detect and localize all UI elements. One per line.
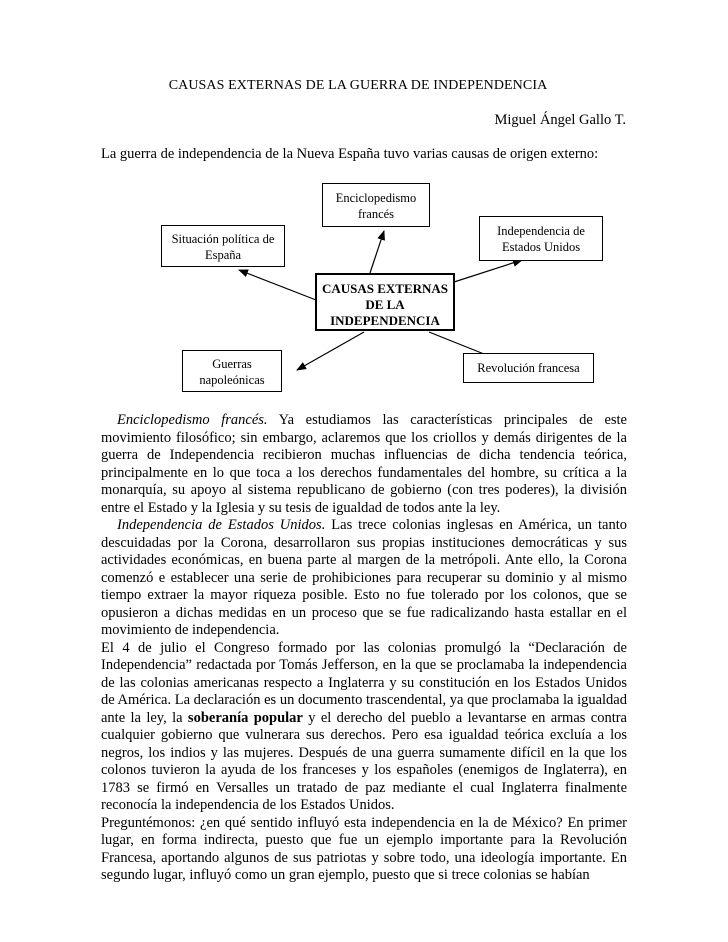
paragraph-text: Preguntémonos: ¿en qué sentido influyó esta independencia en la de México? En primer lugar, en forma indirecta, puesto que fue un ejemplo importante para la Revolución Francesa, aportando algunos de sus patriotas y sobre todo, una ideología importante. En segundo lugar, influyó como un gran ejemplo, puesto que si trece colonias se habían: [101, 814, 627, 883]
paragraph-text: y el derecho del pueblo a levantarse en armas contra cualquier gobierno que vulnerara sus derechos. Pero esa igualdad teórica excluía a los negros, los indios y las mujeres. Después de una guerra sumamente difícil en la que los colonos tuvieron la ayuda de los franceses y los españoles (enemigos de Inglaterra), en 1783 se firmó en Versalles un tratado de paz mediante el cual Inglaterra finalmente reconocía la independencia de los Estados Unidos.: [101, 709, 627, 813]
arrow-to-guerras: [297, 332, 364, 370]
paragraph-lead: Independencia de Estados Unidos.: [117, 517, 326, 533]
paragraph-text: Ya estudiamos las características principales de este movimiento filosófico; sin embargo, aclaremos que los criollos y demás dirigentes de la guerra de Independencia recibieron muchas influencias de dicha tendencia teórica, principalmente en lo que toca a los derechos fundamentales del hombre, su crítica a la monarquía, su apoyo al sistema republicano de gobierno (con tres poderes), la división entre el Estado y la Iglesia y su tesis de igualdad de todos ante la ley.: [101, 412, 627, 516]
paragraph-preguntemonos: [101, 815, 627, 885]
box-situacion-politica: Situación política de España: [161, 225, 285, 267]
box-enciclopedismo: Enciclopedismo francés: [322, 183, 430, 227]
arrow-to-situacion: [239, 270, 316, 300]
arrow-to-independencia-eu: [454, 260, 522, 282]
paragraph-independencia-eu: [101, 517, 627, 640]
box-center-causas: CAUSAS EXTERNAS DE LA INDEPENDENCIA: [315, 273, 455, 331]
paragraph-lead: Enciclopedismo francés.: [117, 412, 268, 428]
paragraph-text: Las trece colonias inglesas en América, un tanto descuidadas por la Corona, desarrollaron sus propias instituciones democráticas y sus actividades económicas, en buena parte al margen de la metrópoli. Ante ello, la Corona comenzó e establecer una serie de prohibiciones para recuperar su dominio y al mismo tiempo extraer la mayor riqueza posible. Esto no fue tolerado por los colonos, que se opusieron a dichas medidas en un proceso que se fue radicalizando hasta estallar en el movimiento de independencia.: [101, 517, 627, 638]
paragraph-declaracion: [101, 640, 627, 815]
paragraph-text: El 4 de julio el Congreso formado por las colonias promulgó la “Declaración de Independencia” redactada por Tomás Jefferson, en la que se proclamaba la independencia de las colonias americanas respecto a Inglaterra y su constitución en los Estados Unidos de América. La declaración es un documento trascendental, ya que proclamaba la igualdad ante la ley, la: [101, 639, 627, 726]
bold-term: soberanía popular: [187, 709, 303, 726]
article-body: [101, 412, 627, 885]
box-independencia-eu: Independencia de Estados Unidos: [479, 216, 603, 261]
intro-sentence: La guerra de independencia de la Nueva España tuvo varias causas de origen externo:: [101, 146, 599, 162]
author-name: Miguel Ángel Gallo T.: [494, 112, 626, 128]
arrow-to-enciclopedismo: [370, 231, 384, 273]
box-guerras-napoleonicas: Guerras napoleónicas: [182, 350, 282, 392]
box-revolucion-francesa: Revolución francesa: [463, 353, 594, 383]
paragraph-enciclopedismo: [101, 412, 627, 517]
page-title: CAUSAS EXTERNAS DE LA GUERRA DE INDEPENDENCIA: [168, 78, 548, 93]
